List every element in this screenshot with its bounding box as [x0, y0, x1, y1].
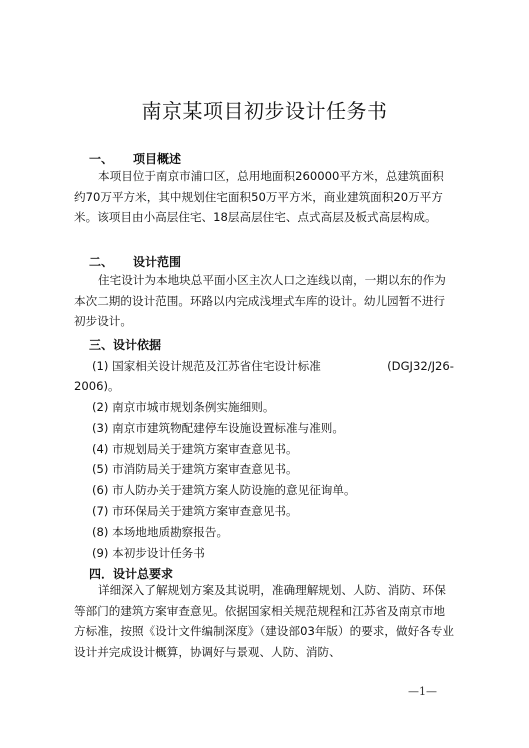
list-item: (5) 市消防局关于建筑方案审查意见书。 [92, 462, 298, 477]
list-item: (3) 南京市建筑物配建停车设施设置标准与准则。 [92, 420, 344, 435]
basis-item-1 [74, 356, 454, 396]
section-2-number: 二、 [89, 255, 114, 269]
list-item: (4) 市规划局关于建筑方案审查意见书。 [92, 441, 298, 456]
section-2-title: 设计范围 [133, 255, 182, 269]
section-1-heading [89, 150, 181, 167]
section-1-number: 一、 [89, 152, 114, 166]
section-3-heading: 三、设计依据 [89, 338, 162, 352]
section-2-heading [89, 253, 181, 270]
list-item: (2) 南京市城市规划条例实施细则。 [92, 400, 275, 414]
list-item: (9) 本初步设计任务书 [92, 545, 205, 560]
basis-item-1-code: (DGJ32/J26- [387, 359, 454, 373]
basis-list [92, 397, 454, 563]
section-1-title: 项目概述 [133, 152, 182, 166]
page-number: —1— [408, 685, 437, 698]
section-2-paragraph: 住宅设计为本地块总平面小区主次人口之连线以南，一期以东的作为本次二期的设计范围。环路以内完成浅埋式车库的设计。幼儿园暂不进行初步设计。 [74, 273, 446, 328]
list-item: (8) 本场地地质勘察报告。 [92, 524, 229, 539]
list-item: (7) 市环保局关于建筑方案审查意见书。 [92, 503, 298, 518]
section-1-paragraph: 本项目位于南京市浦口区，总用地面积260000平方米，总建筑面积约70万平方米，其中规划住宅面积50万平方米，商业建筑面积20万平方米。该项目由小高层住宅、18层高层住宅、点式高层及板式高层构成。 [74, 169, 444, 224]
basis-item-1-continuation: 2006)。 [74, 379, 120, 393]
basis-item-1-text: (1) 国家相关设计规范及江苏省住宅设计标准 [92, 359, 321, 373]
section-4-paragraph: 详细深入了解规划方案及其说明，准确理解规划、人防、消防、环保等部门的建筑方案审查意见。依据国家相关规范规程和江苏省及南京市地方标准，按照《设计文件编制深度》（建设部03年版）的要求，做好各专业设计并完成设计概算，协调好与景观、人防、消防、 [74, 583, 454, 659]
section-4-heading: 四．设计总要求 [89, 567, 174, 581]
document-title: 南京某项目初步设计任务书 [141, 99, 388, 123]
list-item: (6) 市人防办关于建筑方案人防设施的意见征询单。 [92, 483, 356, 498]
